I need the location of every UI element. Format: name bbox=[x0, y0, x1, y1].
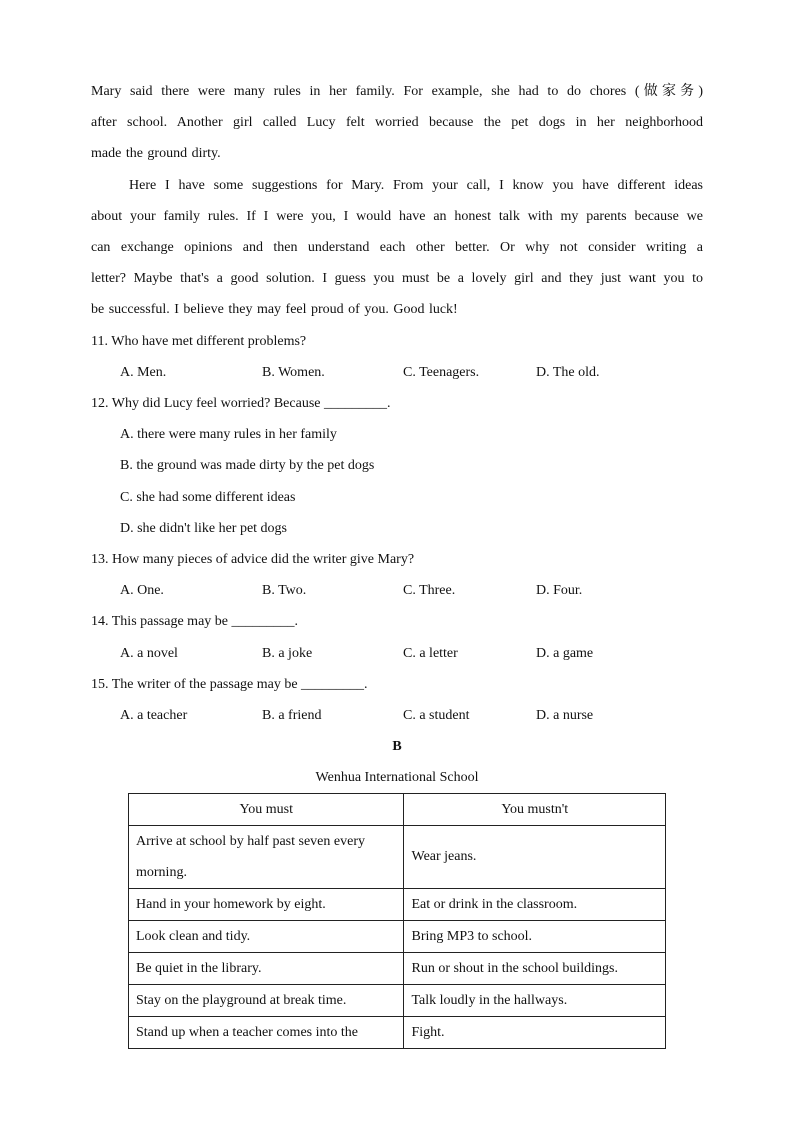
question-11-option-a: A. Men. bbox=[120, 365, 167, 380]
passage-line: made the ground dirty. bbox=[91, 146, 221, 161]
table-row bbox=[129, 1017, 666, 1049]
mustnt-cell: Wear jeans. bbox=[404, 826, 666, 889]
question-13-option-b: B. Two. bbox=[262, 583, 307, 598]
question-13: 13. How many pieces of advice did the writer give Mary? bbox=[91, 552, 415, 567]
school-rules-table bbox=[128, 793, 666, 1049]
table-row bbox=[129, 921, 666, 953]
question-11-option-d: D. The old. bbox=[536, 365, 600, 380]
question-15-option-c: C. a student bbox=[403, 708, 470, 723]
must-cell: Arrive at school by half past seven every morning. bbox=[129, 826, 404, 889]
passage-line: Here I have some suggestions for Mary. From your call, I know you have different ideas bbox=[129, 178, 703, 193]
table-row bbox=[129, 953, 666, 985]
mustnt-cell: Bring MP3 to school. bbox=[404, 921, 666, 953]
mustnt-cell: Fight. bbox=[404, 1017, 666, 1049]
question-13-option-a: A. One. bbox=[120, 583, 164, 598]
question-14-option-a: A. a novel bbox=[120, 646, 178, 661]
question-14-option-c: C. a letter bbox=[403, 646, 458, 661]
passage-paragraph-1 bbox=[91, 76, 703, 169]
question-15-option-b: B. a friend bbox=[262, 708, 322, 723]
must-cell: Stand up when a teacher comes into the bbox=[129, 1017, 404, 1049]
must-cell: Be quiet in the library. bbox=[129, 953, 404, 985]
section-b-label: B bbox=[392, 739, 402, 754]
passage-line: letter? Maybe that's a good solution. I guess you must be a lovely girl and they just want you to bbox=[91, 271, 703, 286]
passage-line: be successful. I believe they may feel proud of you. Good luck! bbox=[91, 302, 458, 317]
must-cell: Stay on the playground at break time. bbox=[129, 985, 404, 1017]
table-header-row bbox=[129, 794, 666, 826]
table-row bbox=[129, 985, 666, 1017]
table-title: Wenhua International School bbox=[315, 770, 479, 785]
question-11: 11. Who have met different problems? bbox=[91, 334, 307, 349]
question-11-option-b: B. Women. bbox=[262, 365, 325, 380]
passage-paragraph-2 bbox=[91, 170, 703, 325]
must-cell: Hand in your homework by eight. bbox=[129, 889, 404, 921]
passage-line: after school. Another girl called Lucy felt worried because the pet dogs in her neighborhood bbox=[91, 115, 703, 130]
mustnt-cell: Eat or drink in the classroom. bbox=[404, 889, 666, 921]
question-15-option-d: D. a nurse bbox=[536, 708, 594, 723]
mustnt-cell: Talk loudly in the hallways. bbox=[404, 985, 666, 1017]
mustnt-cell: Run or shout in the school buildings. bbox=[404, 953, 666, 985]
question-15: 15. The writer of the passage may be _________. bbox=[91, 677, 368, 692]
question-14: 14. This passage may be _________. bbox=[91, 614, 298, 629]
question-14-option-d: D. a game bbox=[536, 646, 594, 661]
question-15-option-a: A. a teacher bbox=[120, 708, 188, 723]
passage-line: can exchange opinions and then understand each other better. Or why not consider writing a bbox=[91, 240, 703, 255]
passage-line: about your family rules. If I were you, I would have an honest talk with my parents because we bbox=[91, 209, 703, 224]
question-12-option-a: A. there were many rules in her family bbox=[120, 427, 337, 442]
question-13-option-d: D. Four. bbox=[536, 583, 583, 598]
question-14-option-b: B. a joke bbox=[262, 646, 313, 661]
table-row bbox=[129, 826, 666, 889]
question-12-option-d: D. she didn't like her pet dogs bbox=[120, 521, 287, 536]
question-12-option-b: B. the ground was made dirty by the pet dogs bbox=[120, 458, 375, 473]
question-13-option-c: C. Three. bbox=[403, 583, 456, 598]
passage-line: Mary said there were many rules in her family. For example, she had to do chores (做家务) bbox=[91, 84, 703, 99]
question-12-option-c: C. she had some different ideas bbox=[120, 490, 296, 505]
column-header-mustnt: You mustn't bbox=[404, 794, 666, 826]
question-11-option-c: C. Teenagers. bbox=[403, 365, 480, 380]
must-cell: Look clean and tidy. bbox=[129, 921, 404, 953]
question-12: 12. Why did Lucy feel worried? Because _________. bbox=[91, 396, 391, 411]
table-row bbox=[129, 889, 666, 921]
column-header-must: You must bbox=[129, 794, 404, 826]
